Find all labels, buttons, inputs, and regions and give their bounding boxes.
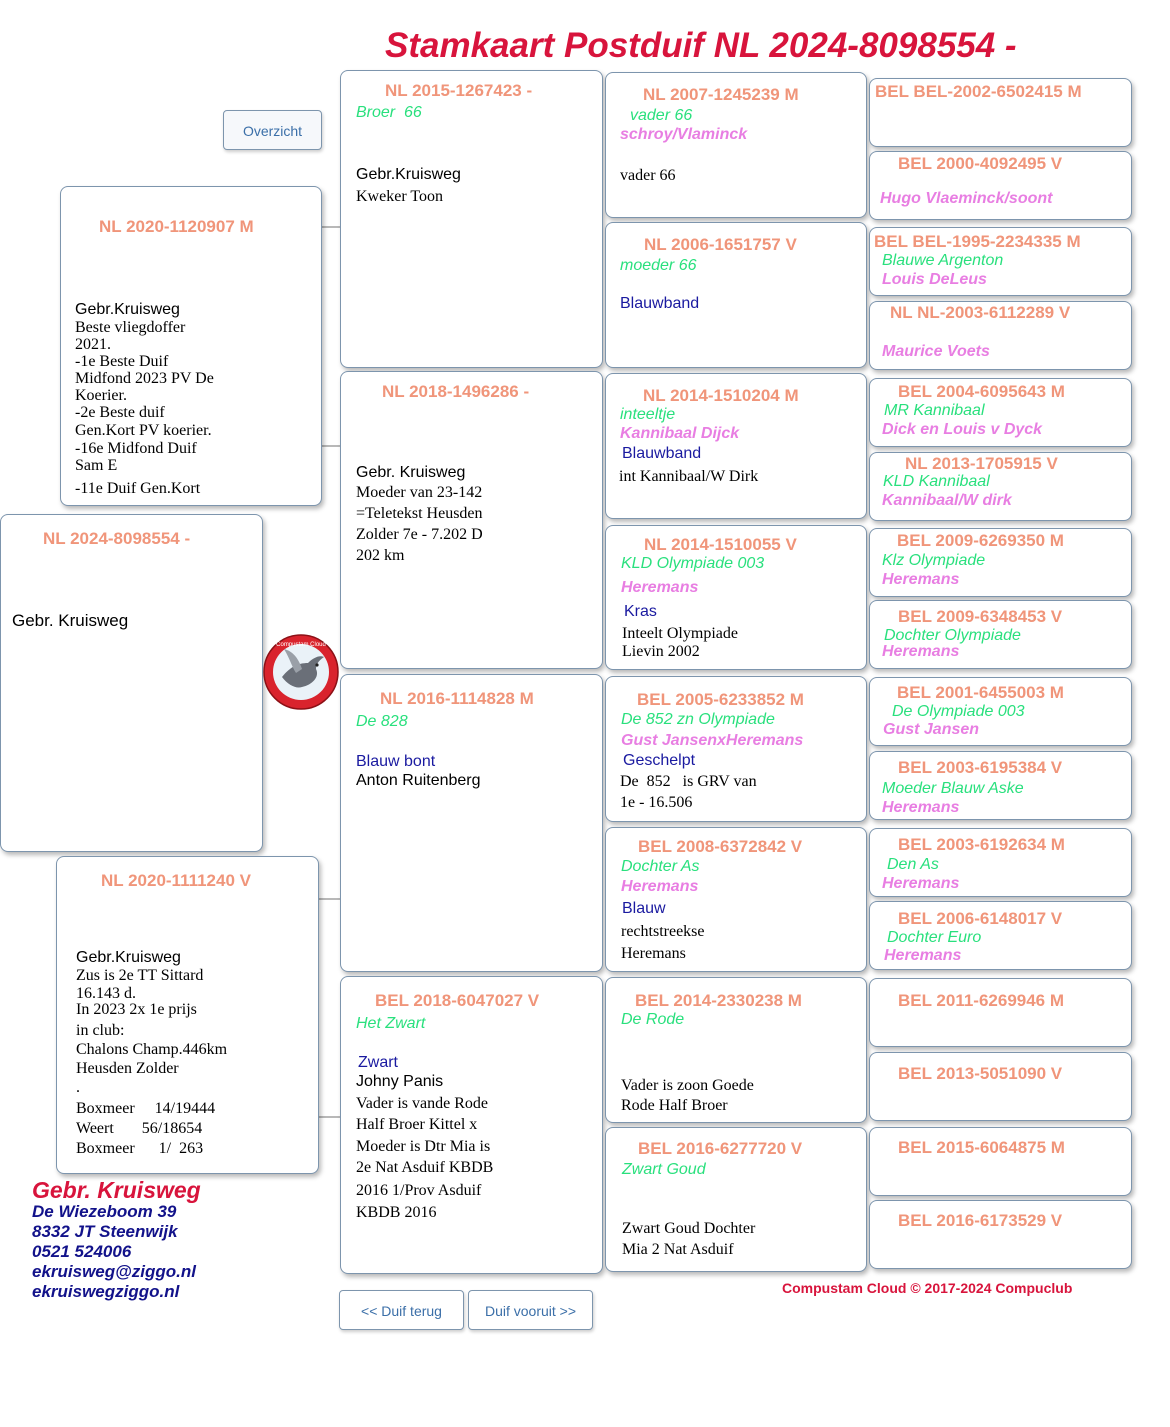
note: =Teletekst Heusden	[356, 505, 483, 522]
ring-number: NL 2014-1510204 M	[643, 386, 799, 405]
breeder-name: Heremans	[882, 643, 960, 660]
gen3-card[interactable]	[605, 1127, 867, 1272]
mother-note: Zus is 2e TT Sittard	[76, 967, 204, 984]
connector-line	[320, 226, 341, 228]
subject-ring-number: NL 2024-8098554 -	[43, 529, 191, 548]
mother-note: Heusden Zolder	[76, 1060, 179, 1077]
note: KBDB 2016	[356, 1204, 437, 1221]
breeder-name: Maurice Voets	[882, 343, 990, 360]
mother-note: Chalons Champ.446km	[76, 1041, 228, 1058]
mother-ring-number: NL 2020-1111240 V	[101, 871, 251, 890]
note: Mia 2 Nat Asduif	[622, 1241, 734, 1258]
note: 202 km	[356, 547, 405, 564]
grandmother-maternal-card[interactable]	[340, 976, 603, 1274]
father-note: -16e Midfond Duif	[75, 440, 197, 457]
breeder-name: Gebr. Kruisweg	[32, 1177, 201, 1203]
gen4-card[interactable]	[869, 227, 1132, 296]
breeder-city: 8332 JT Steenwijk	[32, 1222, 178, 1241]
breeder-name: Dick en Louis v Dyck	[882, 421, 1043, 438]
pigeon-name: Klz Olympiade	[882, 552, 986, 569]
breeder-street: De Wiezeboom 39	[32, 1202, 177, 1221]
gen4-card[interactable]	[869, 828, 1132, 897]
breeder-name: Gust JansenxHeremans	[621, 732, 804, 749]
ring-number: BEL 2006-6148017 V	[898, 909, 1063, 928]
ring-number: BEL BEL-1995-2234335 M	[874, 232, 1081, 251]
color: Zwart	[358, 1054, 398, 1071]
mother-owner: Gebr.Kruisweg	[76, 949, 181, 966]
ring-number: BEL 2003-6192634 M	[898, 835, 1065, 854]
pigeon-name: inteeltje	[620, 406, 676, 423]
connector-line	[318, 898, 341, 900]
pigeon-name: De 852 zn Olympiade	[621, 711, 775, 728]
ring-number: BEL 2001-6455003 M	[897, 683, 1064, 702]
ring-number: NL 2006-1651757 V	[644, 235, 797, 254]
gen4-card[interactable]	[869, 452, 1132, 521]
pigeon-name: Dochter Olympiade	[884, 627, 1021, 644]
color: Geschelpt	[623, 752, 696, 769]
owner: Anton Ruitenberg	[356, 772, 481, 789]
note: int Kannibaal/W Dirk	[619, 468, 759, 485]
mother-note: Weert 56/18654	[76, 1120, 203, 1137]
ring-number: BEL 2016-6277720 V	[638, 1139, 803, 1158]
owner: Gebr. Kruisweg	[356, 464, 466, 481]
ring-number: BEL BEL-2002-6502415 M	[875, 82, 1082, 101]
ring-number: NL 2018-1496286 -	[382, 382, 530, 401]
note: Moeder is Dtr Mia is	[356, 1138, 491, 1155]
mother-note: in club:	[76, 1022, 125, 1039]
grandmother-paternal-card[interactable]	[340, 371, 603, 669]
connector-line	[318, 1116, 341, 1118]
gen4-card[interactable]	[869, 301, 1132, 370]
father-note: -2e Beste duif	[75, 404, 165, 421]
ring-number: BEL 2018-6047027 V	[375, 991, 540, 1010]
mother-note: .	[76, 1079, 80, 1096]
subject-owner: Gebr. Kruisweg	[12, 611, 129, 630]
color: Blauw	[622, 900, 666, 917]
ring-number: NL 2016-1114828 M	[380, 689, 534, 708]
pigeon-name: KLD Olympiade 003	[621, 555, 765, 572]
note: vader 66	[620, 167, 676, 184]
gen3-card[interactable]	[605, 222, 867, 368]
mother-note: In 2023 2x 1e prijs	[76, 1001, 197, 1018]
pigeon-name: Dochter As	[621, 858, 700, 875]
page-title: Stamkaart Postduif NL 2024-8098554 -	[385, 26, 1017, 65]
breeder-name: Heremans	[884, 947, 962, 964]
gen4-card[interactable]	[869, 600, 1132, 669]
pigeon-name: De 828	[356, 713, 408, 730]
gen3-card[interactable]	[605, 72, 867, 218]
color: Blauw bont	[356, 753, 436, 770]
pigeon-name: De Olympiade 003	[892, 703, 1025, 720]
breeder-name: Heremans	[882, 799, 960, 816]
mother-note: Boxmeer 1/ 263	[76, 1140, 204, 1157]
gen3-card[interactable]	[605, 676, 867, 822]
gen3-card[interactable]	[605, 373, 867, 519]
father-note: 2021.	[75, 336, 111, 353]
ring-number: BEL 2009-6348453 V	[898, 607, 1063, 626]
pigeon-name: Den As	[887, 856, 939, 873]
father-note: Koerier.	[75, 387, 127, 404]
owner: Johny Panis	[356, 1073, 444, 1090]
ring-number: NL 2014-1510055 V	[644, 535, 797, 554]
pigeon-name: De Rode	[621, 1011, 685, 1028]
next-pigeon-button[interactable]: Duif vooruit >>	[468, 1290, 593, 1330]
subject-card[interactable]	[0, 514, 263, 852]
color: Blauwband	[620, 295, 700, 312]
father-ring-number: NL 2020-1120907 M	[99, 217, 254, 236]
note: Half Broer Kittel x	[356, 1116, 478, 1133]
ring-number: BEL 2011-6269946 M	[898, 991, 1065, 1010]
pigeon-name: vader 66	[630, 107, 693, 124]
breeder-name: Heremans	[882, 875, 960, 892]
breeder-phone: 0521 524006	[32, 1242, 132, 1261]
note: Inteelt Olympiade	[622, 625, 738, 642]
breeder-name: Hugo Vlaeminck/soont	[880, 190, 1053, 207]
father-note: -11e Duif Gen.Kort	[75, 480, 201, 497]
note: Vader is zoon Goede	[621, 1077, 754, 1094]
ring-number: BEL 2004-6095643 M	[898, 382, 1065, 401]
father-owner: Gebr.Kruisweg	[75, 301, 180, 318]
note: 2e Nat Asduif KBDB	[356, 1159, 494, 1176]
overview-button[interactable]: Overzicht	[223, 110, 322, 150]
ring-number: NL 2007-1245239 M	[643, 85, 799, 104]
pigeon-name: Moeder Blauw Aske	[882, 780, 1024, 797]
ring-number: BEL 2005-6233852 M	[637, 690, 804, 709]
pigeon-name: moeder 66	[620, 257, 697, 274]
breeder-email-alt[interactable]: ekruiswegziggo.nl	[32, 1282, 180, 1301]
ring-number: BEL 2008-6372842 V	[638, 837, 803, 856]
gen4-card[interactable]	[869, 528, 1132, 597]
note: Lievin 2002	[622, 643, 700, 660]
note: Zolder 7e - 7.202 D	[356, 526, 483, 543]
grandfather-paternal-card[interactable]	[340, 70, 603, 368]
gen4-card[interactable]	[869, 1127, 1132, 1196]
previous-pigeon-button[interactable]: << Duif terug	[339, 1290, 464, 1330]
gen4-card[interactable]	[869, 901, 1132, 970]
color: Blauwband	[622, 445, 702, 462]
logo-text: Compustam Cloud	[276, 642, 326, 648]
note: Moeder van 23-142	[356, 484, 483, 501]
father-note: Beste vliegdoffer	[75, 319, 186, 336]
father-note: Midfond 2023 PV De	[75, 370, 214, 387]
ring-number: BEL 2009-6269350 M	[897, 531, 1064, 550]
connector-line	[320, 445, 341, 447]
breeder-name: Kannibaal Dijck	[620, 425, 740, 442]
note: Vader is vande Rode	[356, 1095, 488, 1112]
ring-number: NL 2013-1705915 V	[905, 454, 1058, 473]
note: Kweker Toon	[356, 188, 444, 205]
ring-number: BEL 2013-5051090 V	[898, 1064, 1063, 1083]
breeder-name: Gust Jansen	[883, 721, 980, 738]
mother-note: Boxmeer 14/19444	[76, 1100, 216, 1117]
note: De 852 is GRV van	[620, 773, 757, 790]
gen4-card[interactable]	[869, 677, 1132, 746]
pigeon-name: Het Zwart	[356, 1015, 426, 1032]
ring-number: BEL 2016-6173529 V	[898, 1211, 1063, 1230]
mother-note: 16.143 d.	[76, 985, 136, 1002]
breeder-name: Louis DeLeus	[882, 271, 987, 288]
note: rechtstreekse	[621, 923, 705, 940]
ring-number: NL NL-2003-6112289 V	[890, 303, 1071, 322]
pigeon-name: MR Kannibaal	[884, 402, 985, 419]
breeder-name: schroy/Vlaminck	[620, 126, 748, 143]
father-note: Sam E	[75, 457, 118, 474]
ring-number: BEL 2014-2330238 M	[635, 991, 802, 1010]
note: 2016 1/Prov Asduif	[356, 1182, 482, 1199]
gen4-card[interactable]	[869, 378, 1132, 447]
ring-number: BEL 2000-4092495 V	[898, 154, 1063, 173]
grandfather-maternal-card[interactable]	[340, 674, 603, 972]
gen3-card[interactable]	[605, 525, 867, 670]
gen4-card[interactable]	[869, 978, 1132, 1047]
breeder-name: Heremans	[621, 579, 699, 596]
note: Zwart Goud Dochter	[622, 1220, 756, 1237]
father-note: Gen.Kort PV koerier.	[75, 422, 212, 439]
pigeon-name: Blauwe Argenton	[882, 252, 1004, 269]
color: Kras	[624, 603, 657, 620]
pigeon-name: Zwart Goud	[622, 1161, 706, 1178]
gen4-card[interactable]	[869, 751, 1132, 820]
ring-number: NL 2015-1267423 -	[385, 81, 533, 100]
pigeon-name: Dochter Euro	[887, 929, 982, 946]
pigeon-name: Broer 66	[356, 104, 422, 121]
pigeon-name: KLD Kannibaal	[883, 473, 990, 490]
gen3-card[interactable]	[605, 977, 867, 1123]
gen4-card[interactable]	[869, 1052, 1132, 1121]
breeder-name: Kannibaal/W dirk	[882, 492, 1012, 509]
gen4-card[interactable]	[869, 1200, 1132, 1269]
gen4-card[interactable]	[869, 78, 1132, 147]
note: Rode Half Broer	[621, 1097, 728, 1114]
copyright-footer: Compustam Cloud © 2017-2024 Compuclub	[782, 1280, 1073, 1296]
father-note: -1e Beste Duif	[75, 353, 169, 370]
ring-number: BEL 2015-6064875 M	[898, 1138, 1065, 1157]
note: 1e - 16.506	[620, 794, 693, 811]
breeder-name: Heremans	[882, 571, 960, 588]
gen4-card[interactable]	[869, 151, 1132, 220]
owner: Gebr.Kruisweg	[356, 166, 461, 183]
breeder-name: Heremans	[621, 878, 699, 895]
mother-card[interactable]	[56, 856, 319, 1174]
compustam-logo	[262, 633, 340, 711]
father-card[interactable]	[60, 186, 322, 506]
note: Heremans	[621, 945, 686, 962]
breeder-email[interactable]: ekruisweg@ziggo.nl	[32, 1262, 196, 1281]
gen3-card[interactable]	[605, 827, 867, 972]
ring-number: BEL 2003-6195384 V	[898, 758, 1063, 777]
